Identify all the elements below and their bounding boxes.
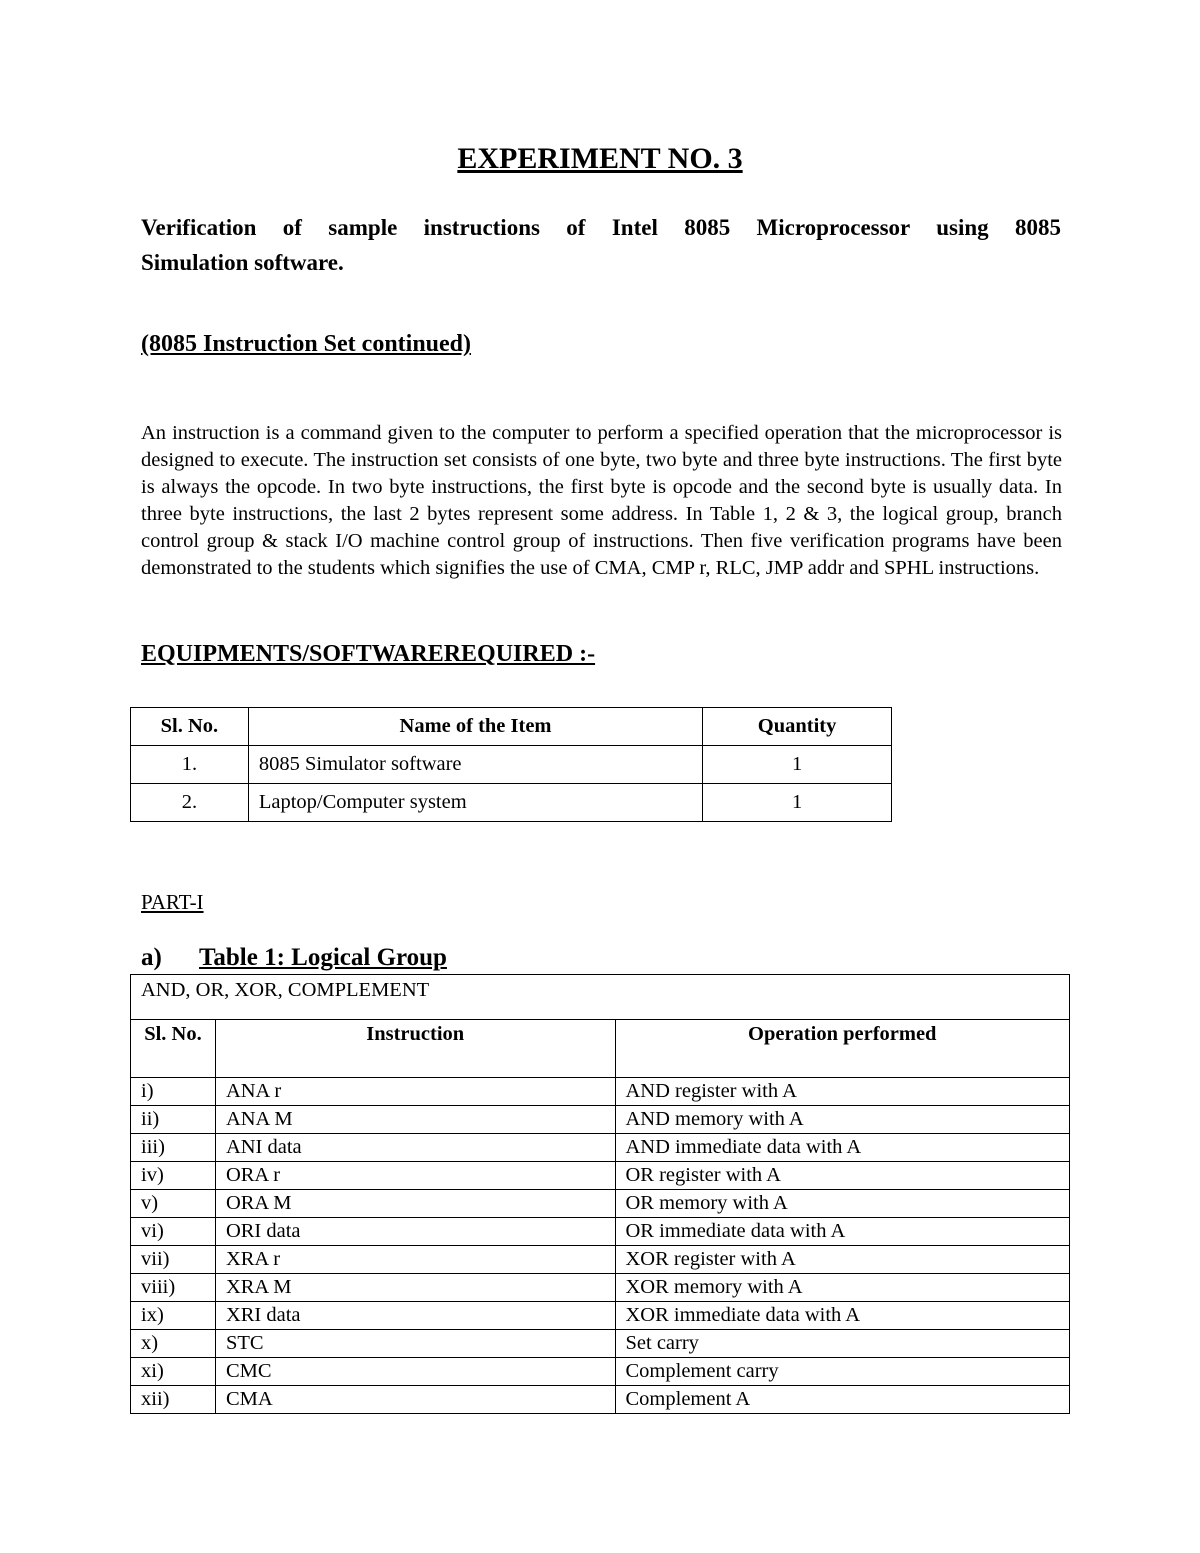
table-cell: XOR register with A xyxy=(615,1246,1070,1274)
logical-group-table xyxy=(130,974,1070,1414)
table-row xyxy=(131,1078,1070,1106)
table-row xyxy=(131,1190,1070,1218)
logic-header-cell: Sl. No. xyxy=(131,1020,216,1078)
table-cell: AND immediate data with A xyxy=(615,1134,1070,1162)
table-cell: Set carry xyxy=(615,1330,1070,1358)
table1-title: Table 1: Logical Group xyxy=(199,944,447,971)
group-row xyxy=(131,975,1070,1020)
table-row xyxy=(131,1302,1070,1330)
table-cell: iii) xyxy=(131,1134,216,1162)
table-row xyxy=(131,1386,1070,1414)
equipment-cell: 1 xyxy=(703,746,892,784)
table-row xyxy=(131,1162,1070,1190)
table-row xyxy=(131,1274,1070,1302)
table-cell: OR immediate data with A xyxy=(615,1218,1070,1246)
logic-header-cell: Operation performed xyxy=(615,1020,1070,1078)
table-cell: ORA M xyxy=(215,1190,615,1218)
logic-header-row xyxy=(131,1020,1070,1078)
table-cell: AND register with A xyxy=(615,1078,1070,1106)
page-title: EXPERIMENT NO. 3 xyxy=(457,142,743,175)
table-cell: viii) xyxy=(131,1274,216,1302)
equipment-header-cell: Name of the Item xyxy=(248,708,702,746)
table1-label: a) xyxy=(141,944,162,971)
table-cell: xi) xyxy=(131,1358,216,1386)
table-cell: x) xyxy=(131,1330,216,1358)
table-cell: CMC xyxy=(215,1358,615,1386)
equipment-header-row xyxy=(131,708,892,746)
table-cell: OR memory with A xyxy=(615,1190,1070,1218)
intro-paragraph: An instruction is a command given to the computer to perform a specified operation that the microprocessor is designed to execute. The instruction set consists of one byte, two byte and three byte instructions. The first byte is always the opcode. In two byte instructions, the first byte is opcode and the second byte is usually data. In three byte instructions, the last 2 bytes represent some address. In Table 1, 2 & 3, the logical group, branch control group & stack I/O machine control group of instructions. Then five verification programs have been demonstrated to the students which signifies the use of CMA, CMP r, RLC, JMP addr and SPHL instructions. xyxy=(141,422,1062,579)
equipment-cell: 2. xyxy=(131,784,249,822)
table-cell: ii) xyxy=(131,1106,216,1134)
table-cell: ANA r xyxy=(215,1078,615,1106)
table-cell: OR register with A xyxy=(615,1162,1070,1190)
table-row xyxy=(131,1134,1070,1162)
table-cell: STC xyxy=(215,1330,615,1358)
table-cell: ORA r xyxy=(215,1162,615,1190)
equipment-header-cell: Quantity xyxy=(703,708,892,746)
aim-line-2: Simulation software. xyxy=(141,250,344,275)
table-row xyxy=(131,1218,1070,1246)
table-cell: ix) xyxy=(131,1302,216,1330)
table-cell: XOR immediate data with A xyxy=(615,1302,1070,1330)
table-cell: Complement A xyxy=(615,1386,1070,1414)
table-cell: AND memory with A xyxy=(615,1106,1070,1134)
equipment-header-cell: Sl. No. xyxy=(131,708,249,746)
equipment-heading: EQUIPMENTS/SOFTWAREREQUIRED :- xyxy=(141,641,596,667)
logic-header-cell: Instruction xyxy=(215,1020,615,1078)
table-cell: ORI data xyxy=(215,1218,615,1246)
table-cell: XOR memory with A xyxy=(615,1274,1070,1302)
equipment-cell: 1. xyxy=(131,746,249,784)
table-cell: ANA M xyxy=(215,1106,615,1134)
table-cell: vi) xyxy=(131,1218,216,1246)
table-cell: CMA xyxy=(215,1386,615,1414)
table-cell: XRI data xyxy=(215,1302,615,1330)
table-cell: XRA M xyxy=(215,1274,615,1302)
section-subtitle: (8085 Instruction Set continued) xyxy=(141,331,472,357)
table-cell: XRA r xyxy=(215,1246,615,1274)
table-row xyxy=(131,1106,1070,1134)
table-cell: vii) xyxy=(131,1246,216,1274)
experiment-aim xyxy=(141,210,1061,280)
table-row xyxy=(131,1358,1070,1386)
table-cell: ANI data xyxy=(215,1134,615,1162)
table-cell: Complement carry xyxy=(615,1358,1070,1386)
part-heading: PART-I xyxy=(141,890,204,914)
table-row xyxy=(131,1246,1070,1274)
table-cell: iv) xyxy=(131,1162,216,1190)
equipment-row xyxy=(131,784,892,822)
equipment-table xyxy=(130,707,892,822)
table-cell: v) xyxy=(131,1190,216,1218)
table-row xyxy=(131,1330,1070,1358)
equipment-cell: 1 xyxy=(703,784,892,822)
equipment-row xyxy=(131,746,892,784)
equipment-cell: Laptop/Computer system xyxy=(248,784,702,822)
table1-heading xyxy=(141,944,447,972)
group-cell: AND, OR, XOR, COMPLEMENT xyxy=(131,975,1070,1020)
table-cell: i) xyxy=(131,1078,216,1106)
equipment-cell: 8085 Simulator software xyxy=(248,746,702,784)
aim-line-1: Verification of sample instructions of Intel 8085 Microprocessor using 8085 xyxy=(141,215,1061,240)
table-cell: xii) xyxy=(131,1386,216,1414)
